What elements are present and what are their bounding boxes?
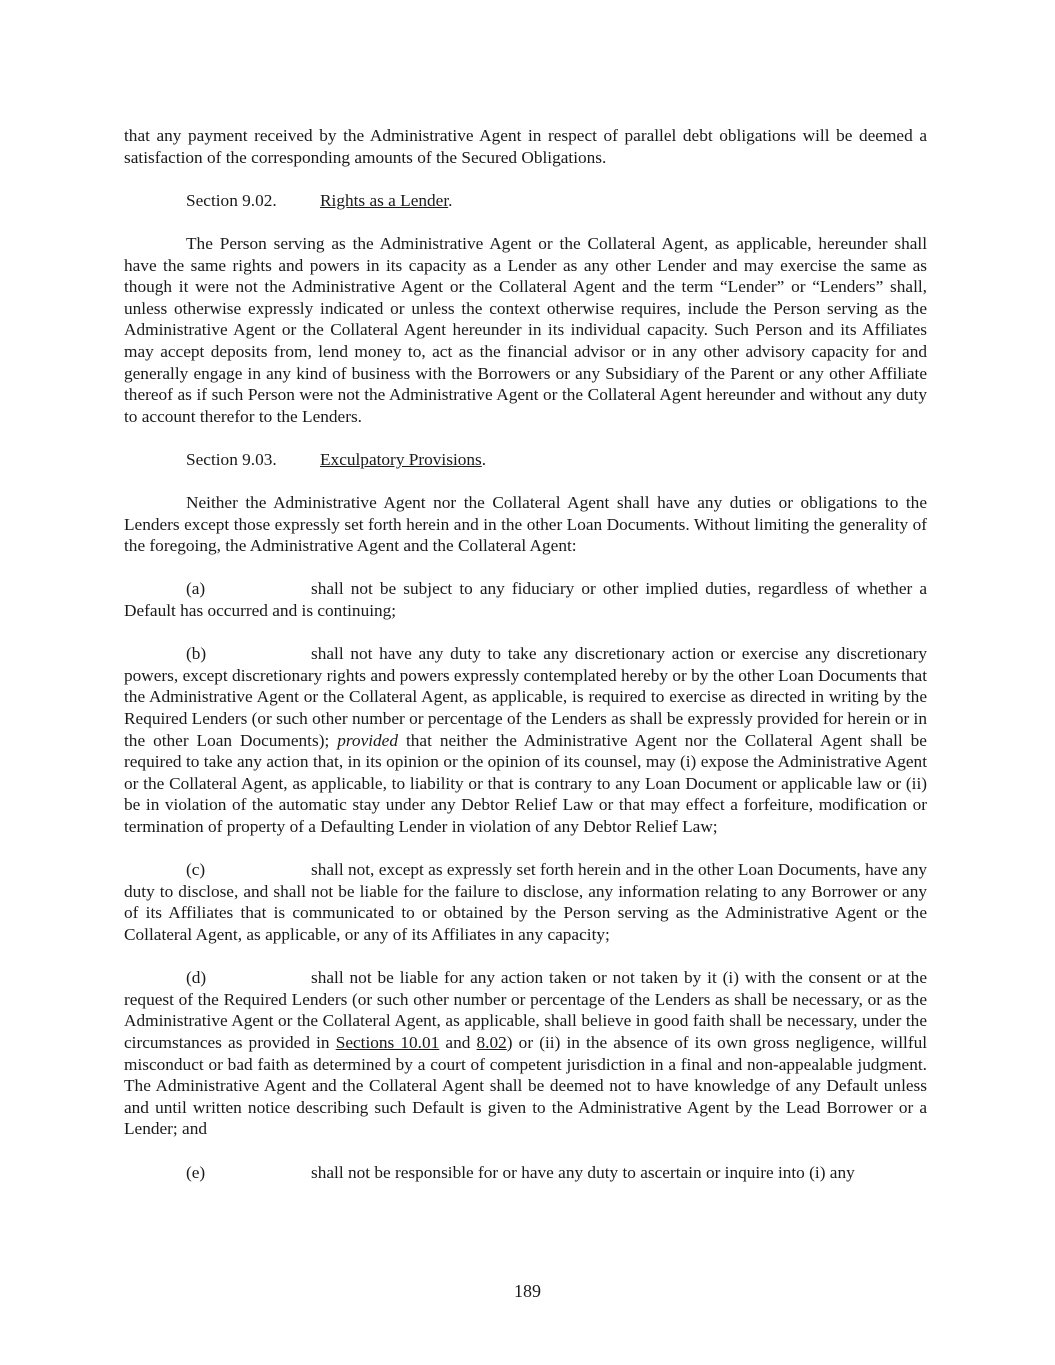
section-reference: Sections 10.01 — [335, 1032, 440, 1052]
clause-text-cont: ) or (ii) in the absence of its own gross negligence, willful misconduct or bad faith as determined by a court of competent jurisdiction in a final and non-appealable judgment. The Administrative Agent and the Collateral Agent shall be deemed not to have knowledge of any Default unless and until written notice describing such Default is given to the Administrative Agent by the Lead Borrower or a Lender; and — [124, 1032, 928, 1139]
section-title-period: . — [448, 190, 453, 210]
clause-label: (c) — [186, 860, 206, 880]
clause-a — [124, 578, 927, 621]
section-title: Exculpatory Provisions — [320, 449, 482, 469]
clause-italic-term: provided — [337, 730, 398, 750]
clause-text-join: and — [439, 1032, 477, 1052]
section-9-02-heading — [124, 190, 927, 212]
clause-e — [124, 1162, 927, 1184]
clause-b — [124, 643, 927, 837]
clause-text: shall not be liable for any action taken or not taken by it (i) with the consent or at the request of the Required Lenders (or such other number or percentage of the Lenders as shall be necessary, or as the Administrative Agent or the Collateral Agent, as applicable, shall believe in good faith shall be necessary, under the circumstances as provided in — [124, 968, 927, 1052]
section-title: Rights as a Lender — [320, 190, 449, 210]
clause-text: shall not, except as expressly set forth herein and in the other Loan Documents, have any duty to disclose, and shall not be liable for the failure to disclose, any information relating to any Borrower or any of its Affiliates that is communicated to or obtained by the Person serving as the Administrative Agent or the Collateral Agent, as applicable, or any of its Affiliates in any capacity; — [124, 860, 927, 944]
intro-paragraph: that any payment received by the Administrative Agent in respect of parallel debt obligations will be deemed a satisfaction of the corresponding amounts of the Secured Obligations. — [124, 126, 927, 167]
section-9-03-heading — [124, 449, 927, 471]
clause-text: shall not have any duty to take any discretionary action or exercise any discretionary powers, except discretionary rights and powers expressly contemplated hereby or by the other Loan Documents that the Administrative Agent or the Collateral Agent, as applicable, is required to exercise as directed in writing by the Required Lenders (or such other number or percentage of the Lenders as shall be expressly provided for herein or in the other Loan Documents); — [124, 644, 927, 750]
clause-label: (d) — [186, 968, 207, 988]
clause-label: (a) — [186, 579, 206, 599]
clause-text: shall not be subject to any fiduciary or other implied duties, regardless of whether a Default has occurred and is continuing; — [124, 579, 927, 621]
section-number: Section 9.03. — [186, 449, 277, 469]
clause-text-cont: that neither the Administrative Agent nor the Collateral Agent shall be required to take any action that, in its opinion or the opinion of its counsel, may (i) expose the Administrative Agent or the Collateral Agent, as applicable, to liability or that is contrary to any Loan Document or applicable law or (ii) be in violation of the automatic stay under any Debtor Relief Law or that may effect a forfeiture, modification or termination of property of a Defaulting Lender in violation of any Debtor Relief Law; — [124, 730, 927, 836]
clause-label: (b) — [186, 644, 207, 664]
clause-c — [124, 859, 927, 945]
clause-d — [124, 967, 927, 1140]
section-reference: 8.02 — [476, 1032, 507, 1052]
clause-label: (e) — [186, 1162, 206, 1182]
section-number: Section 9.02. — [186, 190, 277, 210]
page-number: 189 — [514, 1281, 541, 1301]
section-title-period: . — [481, 449, 487, 469]
section-9-02-body: The Person serving as the Administrative Agent or the Collateral Agent, as applicable, hereunder shall have the same rights and powers in its capacity as a Lender as any other Lender and may exercise the same as though it were not the Administrative Agent or the Collateral Agent and the term “Lender” or “Lenders” shall, unless otherwise expressly indicated or unless the context otherwise requires, include the Person serving as the Administrative Agent or the Collateral Agent hereunder in its individual capacity. Such Person and its Affiliates may accept deposits from, lend money to, act as the financial advisor or in any other advisory capacity for and generally engage in any kind of business with the Borrowers or any Subsidiary of the Parent or any other Affiliate thereof as if such Person were not the Administrative Agent or the Collateral Agent hereunder and without any duty to account therefor to the Lenders. — [124, 233, 927, 426]
section-9-03-body: Neither the Administrative Agent nor the Collateral Agent shall have any duties or obligations to the Lenders except those expressly set forth herein and in the other Loan Documents. Without limiting the generality of the foregoing, the Administrative Agent and the Collateral Agent: — [124, 493, 927, 556]
document-page — [124, 125, 927, 1183]
clause-text: shall not be responsible for or have any duty to ascertain or inquire into (i) any — [311, 1162, 855, 1182]
